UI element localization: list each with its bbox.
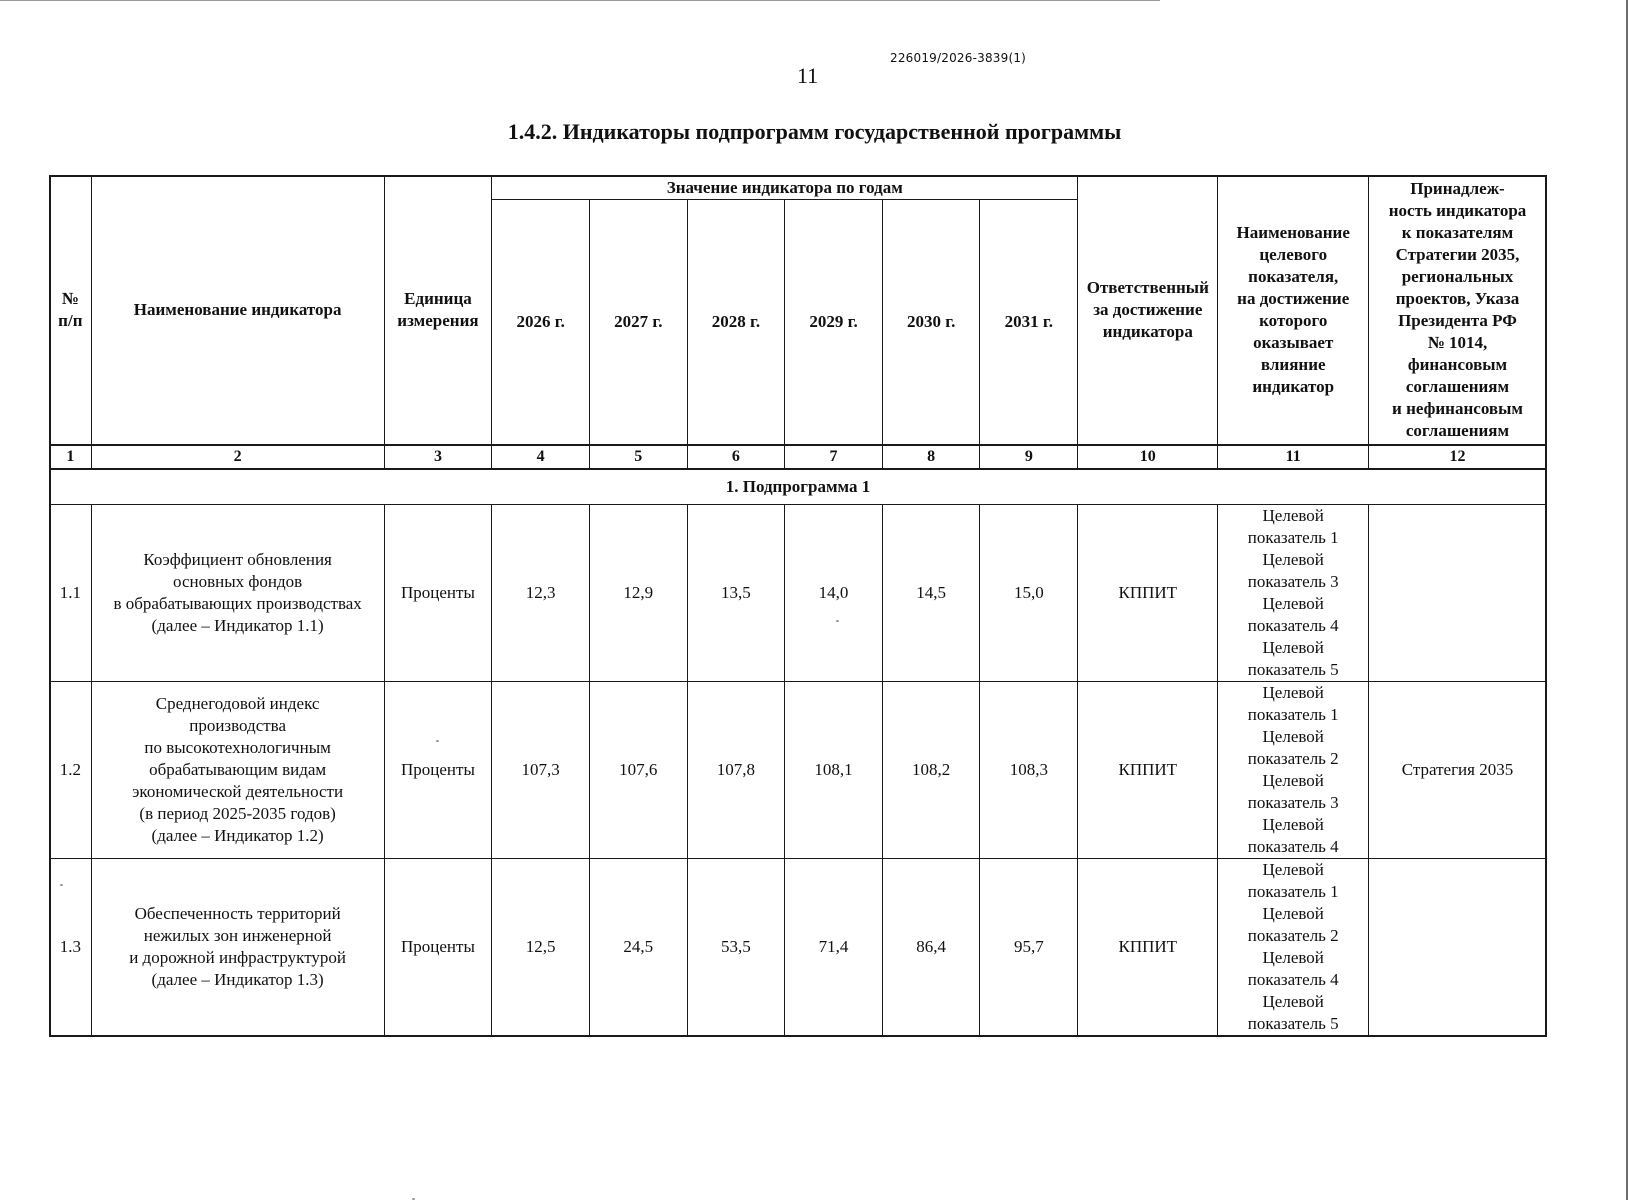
column-number: 7	[785, 445, 883, 469]
indicator-unit: Проценты	[384, 682, 492, 859]
column-number: 6	[687, 445, 785, 469]
section-title: 1.4.2. Индикаторы подпрограмм государственной программы	[507, 119, 1122, 144]
subprogram-title: 1. Подпрограмма 1	[50, 469, 1547, 505]
indicator-name: Среднегодовой индекс производства по высокотехнологичным обрабатывающим видам экономической деятельности (в период 2025-2035 годов) (далее – Индикатор 1.2)	[91, 682, 384, 859]
col-header-name: Наименование индикатора	[91, 176, 384, 446]
indicator-responsible: КППИТ	[1078, 859, 1218, 1036]
value-2028: 107,8	[687, 682, 785, 859]
value-2026: 12,5	[492, 859, 590, 1036]
indicator-targets: Целевой показатель 1 Целевой показатель 2 Целевой показатель 3 Целевой показатель 4	[1218, 682, 1369, 859]
indicator-belonging	[1368, 505, 1546, 682]
indicator-belonging	[1368, 859, 1546, 1036]
scan-speck	[60, 884, 63, 886]
column-number: 8	[882, 445, 980, 469]
column-number: 2	[91, 445, 384, 469]
col-header-unit: Единица измерения	[384, 176, 492, 446]
col-header-year-2026: 2026 г.	[492, 200, 590, 446]
col-header-year-2031: 2031 г.	[980, 200, 1078, 446]
col-header-year-2030: 2030 г.	[882, 200, 980, 446]
indicator-responsible: КППИТ	[1078, 505, 1218, 682]
indicator-num: 1.3	[50, 859, 92, 1036]
indicator-targets: Целевой показатель 1 Целевой показатель 3 Целевой показатель 4 Целевой показатель 5	[1218, 505, 1369, 682]
scan-top-rule	[0, 0, 1160, 1]
value-2030: 86,4	[882, 859, 980, 1036]
value-2029: 71,4	[785, 859, 883, 1036]
col-header-num: № п/п	[50, 176, 92, 446]
col-header-responsible: Ответственный за достижение индикатора	[1078, 176, 1218, 446]
value-2028: 53,5	[687, 859, 785, 1036]
column-number: 1	[50, 445, 92, 469]
indicator-unit: Проценты	[384, 505, 492, 682]
scan-speck	[836, 620, 839, 622]
col-header-year-2029: 2029 г.	[785, 200, 883, 446]
value-2031: 108,3	[980, 682, 1078, 859]
value-2027: 24,5	[589, 859, 687, 1036]
column-number: 11	[1218, 445, 1369, 469]
value-2030: 14,5	[882, 505, 980, 682]
scan-speck	[436, 740, 439, 742]
value-2030: 108,2	[882, 682, 980, 859]
indicator-targets: Целевой показатель 1 Целевой показатель 2 Целевой показатель 4 Целевой показатель 5	[1218, 859, 1369, 1036]
value-2027: 12,9	[589, 505, 687, 682]
indicators-table	[49, 175, 1547, 1036]
col-header-years-group: Значение индикатора по годам	[492, 176, 1078, 200]
col-header-target: Наименование целевого показателя, на достижение которого оказывает влияние индикатор	[1218, 176, 1369, 446]
page-number: 11	[797, 63, 819, 88]
indicator-num: 1.2	[50, 682, 92, 859]
indicator-name: Обеспеченность территорий нежилых зон инженерной и дорожной инфраструктурой (далее – Индикатор 1.3)	[91, 859, 384, 1036]
scan-right-edge	[1626, 0, 1628, 1200]
indicator-responsible: КППИТ	[1078, 682, 1218, 859]
value-2031: 15,0	[980, 505, 1078, 682]
header-row-top	[50, 176, 1547, 200]
col-header-year-2028: 2028 г.	[687, 200, 785, 446]
column-number: 5	[589, 445, 687, 469]
value-2029: 108,1	[785, 682, 883, 859]
col-header-year-2027: 2027 г.	[589, 200, 687, 446]
column-number: 10	[1078, 445, 1218, 469]
value-2026: 107,3	[492, 682, 590, 859]
table-row	[50, 859, 1547, 1036]
registration-number: 226019/2026-3839(1)	[890, 51, 1027, 65]
subprogram-section-row	[50, 469, 1547, 505]
column-number: 4	[492, 445, 590, 469]
column-number: 12	[1368, 445, 1546, 469]
column-numbers-row	[50, 445, 1547, 469]
value-2031: 95,7	[980, 859, 1078, 1036]
column-number: 9	[980, 445, 1078, 469]
value-2029: 14,0	[785, 505, 883, 682]
value-2027: 107,6	[589, 682, 687, 859]
value-2028: 13,5	[687, 505, 785, 682]
column-number: 3	[384, 445, 492, 469]
table-row	[50, 505, 1547, 682]
indicator-name: Коэффициент обновления основных фондов в обрабатывающих производствах (далее – Индикатор 1.1)	[91, 505, 384, 682]
table-row	[50, 682, 1547, 859]
indicator-num: 1.1	[50, 505, 92, 682]
indicator-belonging: Стратегия 2035	[1368, 682, 1546, 859]
value-2026: 12,3	[492, 505, 590, 682]
indicator-unit: Проценты	[384, 859, 492, 1036]
col-header-belonging: Принадлеж- ность индикатора к показателям Стратегии 2035, региональных проектов, Указа Президента РФ № 1014, финансовым соглашениям и нефинансовым соглашениям	[1368, 176, 1546, 446]
